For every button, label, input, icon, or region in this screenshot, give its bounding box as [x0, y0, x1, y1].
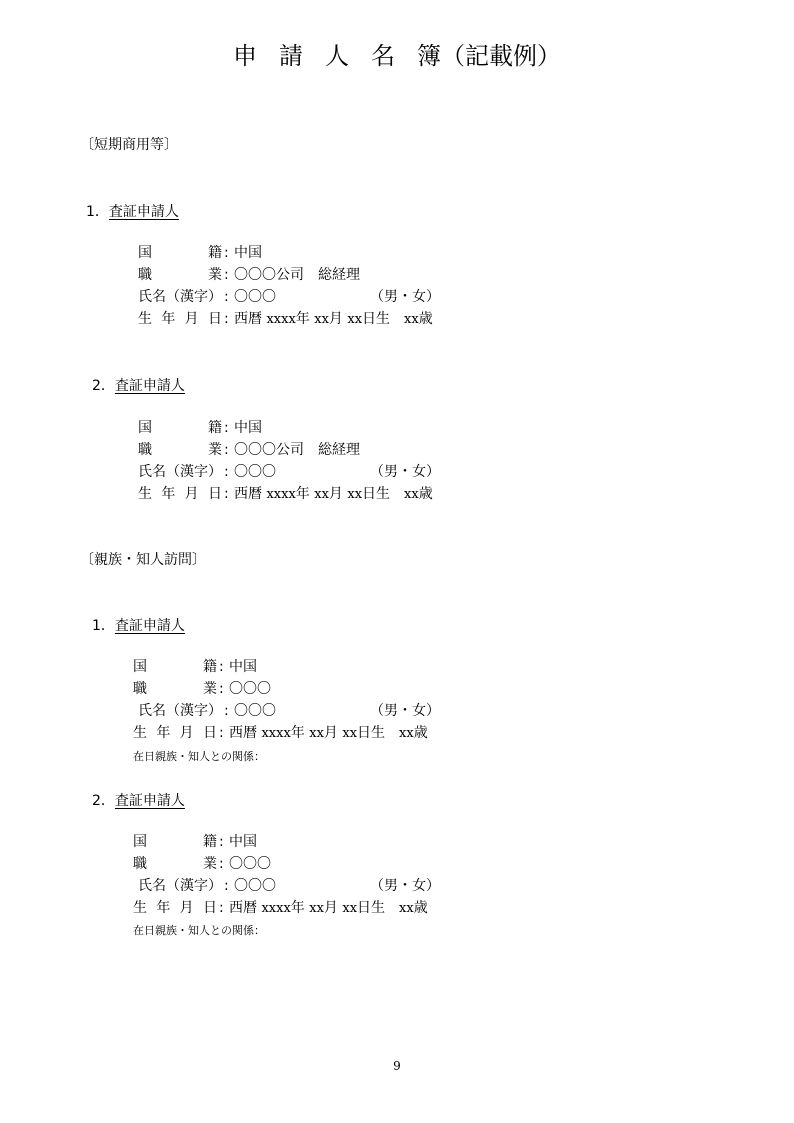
section-heading-short-term: 〔短期商用等〕: [80, 137, 178, 153]
label-char: 業: [208, 267, 222, 283]
dob-month: xx: [314, 487, 329, 502]
separator: :: [224, 311, 229, 327]
label-char: 籍: [203, 659, 217, 675]
title-char: 申: [233, 42, 257, 70]
dob-age-unit: 歳: [413, 725, 428, 741]
title-char: 簿（記載例）: [417, 42, 561, 70]
dob-day: xx: [342, 901, 358, 916]
separator: :: [219, 856, 224, 872]
label-char: 生: [133, 900, 147, 916]
separator: :: [219, 725, 224, 741]
separator: :: [219, 659, 224, 675]
section-heading-visit: 〔親族・知人訪問〕: [80, 552, 206, 568]
separator: :: [224, 420, 229, 436]
separator: :: [219, 834, 224, 850]
name-label: 氏名（漢字）: [138, 464, 222, 480]
applicant-number: 2．: [92, 378, 115, 394]
label-char: 日: [207, 486, 222, 502]
separator: :: [219, 900, 224, 916]
applicant-heading-text: 査証申請人: [114, 618, 185, 634]
applicant-heading-text: 査証申請人: [114, 378, 185, 394]
title-char: 人: [325, 42, 349, 70]
dob-day: xx: [347, 312, 363, 327]
label-char: 国: [133, 834, 147, 850]
birth-value: [229, 898, 428, 919]
title-char: 請: [279, 42, 303, 70]
label-char: 月: [184, 311, 199, 327]
label-char: 業: [203, 856, 217, 872]
applicant-number: 1．: [86, 204, 109, 220]
separator: :: [224, 878, 229, 894]
gender-option: （男・女）: [370, 703, 440, 719]
dob-month-unit: 月: [323, 900, 338, 916]
dob-year: xxxx: [266, 487, 296, 502]
applicant-number: 2．: [92, 793, 115, 809]
label-char: 生: [138, 486, 152, 502]
name-label: 氏名（漢字）: [138, 878, 222, 894]
dob-day-unit: 日生: [357, 900, 386, 916]
nationality-value: 中国: [234, 245, 262, 261]
name-value: 〇〇〇: [234, 464, 276, 480]
applicant-heading: [92, 615, 185, 635]
dob-age: xx: [404, 312, 419, 327]
applicant-number: 1．: [92, 618, 115, 634]
label-char: 生: [138, 311, 152, 327]
label-char: 職: [138, 267, 152, 283]
applicant-heading-text: 査証申請人: [114, 793, 185, 809]
dob-year: xxxx: [261, 726, 291, 741]
dob-era: 西暦: [234, 311, 262, 327]
label-char: 日: [202, 900, 217, 916]
label-char: 業: [208, 442, 222, 458]
dob-era: 西暦: [234, 486, 262, 502]
dob-month: xx: [309, 901, 324, 916]
occupation-value: 〇〇〇公司 総経理: [234, 267, 360, 283]
label-char: 職: [133, 681, 147, 697]
dob-age: xx: [399, 726, 414, 741]
label-char: 職: [138, 442, 152, 458]
applicant-heading: [86, 201, 179, 221]
page-number: 9: [393, 1059, 401, 1073]
dob-age-unit: 歳: [418, 311, 433, 327]
dob-year: xxxx: [266, 312, 296, 327]
separator: :: [224, 442, 229, 458]
relation-label: 在日親族・知人との関係：: [133, 924, 265, 937]
label-char: 籍: [208, 420, 222, 436]
name-value: 〇〇〇: [234, 703, 276, 719]
separator: :: [224, 464, 229, 480]
label-char: 日: [202, 725, 217, 741]
separator: :: [224, 486, 229, 502]
separator: :: [219, 681, 224, 697]
name-value: 〇〇〇: [234, 878, 276, 894]
applicant-heading-text: 査証申請人: [108, 204, 179, 220]
dob-year-unit: 年: [295, 311, 310, 327]
dob-month-unit: 月: [323, 725, 338, 741]
nationality-value: 中国: [234, 420, 262, 436]
gender-option: （男・女）: [370, 289, 440, 305]
dob-age-unit: 歳: [418, 486, 433, 502]
dob-day-unit: 日生: [357, 725, 386, 741]
dob-age: xx: [404, 487, 419, 502]
dob-year-unit: 年: [290, 900, 305, 916]
separator: :: [224, 245, 229, 261]
occupation-value: 〇〇〇公司 総経理: [234, 442, 360, 458]
gender-option: （男・女）: [370, 878, 440, 894]
dob-era: 西暦: [229, 900, 257, 916]
relation-label: 在日親族・知人との関係：: [133, 750, 265, 763]
label-char: 月: [179, 900, 194, 916]
dob-age-unit: 歳: [413, 900, 428, 916]
applicant-heading: [92, 375, 185, 395]
birth-value: [234, 484, 433, 505]
dob-month-unit: 月: [328, 311, 343, 327]
gender-option: （男・女）: [370, 464, 440, 480]
dob-month: xx: [309, 726, 324, 741]
dob-day-unit: 日生: [362, 486, 391, 502]
birth-value: [234, 309, 433, 330]
dob-era: 西暦: [229, 725, 257, 741]
separator: :: [224, 267, 229, 283]
dob-day-unit: 日生: [362, 311, 391, 327]
label-char: 月: [184, 486, 199, 502]
name-value: 〇〇〇: [234, 289, 276, 305]
title-char: 名: [371, 42, 395, 70]
document-title: [0, 36, 794, 71]
label-char: 年: [156, 725, 171, 741]
nationality-value: 中国: [229, 659, 257, 675]
dob-year-unit: 年: [295, 486, 310, 502]
birth-value: [229, 723, 428, 744]
label-char: 籍: [203, 834, 217, 850]
label-char: 業: [203, 681, 217, 697]
dob-year-unit: 年: [290, 725, 305, 741]
separator: :: [224, 703, 229, 719]
dob-day: xx: [342, 726, 358, 741]
dob-day: xx: [347, 487, 363, 502]
label-char: 年: [156, 900, 171, 916]
label-char: 国: [138, 245, 152, 261]
dob-year: xxxx: [261, 901, 291, 916]
occupation-value: 〇〇〇: [229, 681, 271, 697]
label-char: 国: [138, 420, 152, 436]
name-label: 氏名（漢字）: [138, 703, 222, 719]
label-char: 年: [161, 311, 176, 327]
label-char: 生: [133, 725, 147, 741]
occupation-value: 〇〇〇: [229, 856, 271, 872]
separator: :: [224, 289, 229, 305]
dob-month: xx: [314, 312, 329, 327]
dob-age: xx: [399, 901, 414, 916]
label-char: 職: [133, 856, 147, 872]
label-char: 月: [179, 725, 194, 741]
dob-month-unit: 月: [328, 486, 343, 502]
applicant-heading: [92, 790, 185, 810]
label-char: 日: [207, 311, 222, 327]
name-label: 氏名（漢字）: [138, 289, 222, 305]
nationality-value: 中国: [229, 834, 257, 850]
label-char: 年: [161, 486, 176, 502]
label-char: 籍: [208, 245, 222, 261]
label-char: 国: [133, 659, 147, 675]
